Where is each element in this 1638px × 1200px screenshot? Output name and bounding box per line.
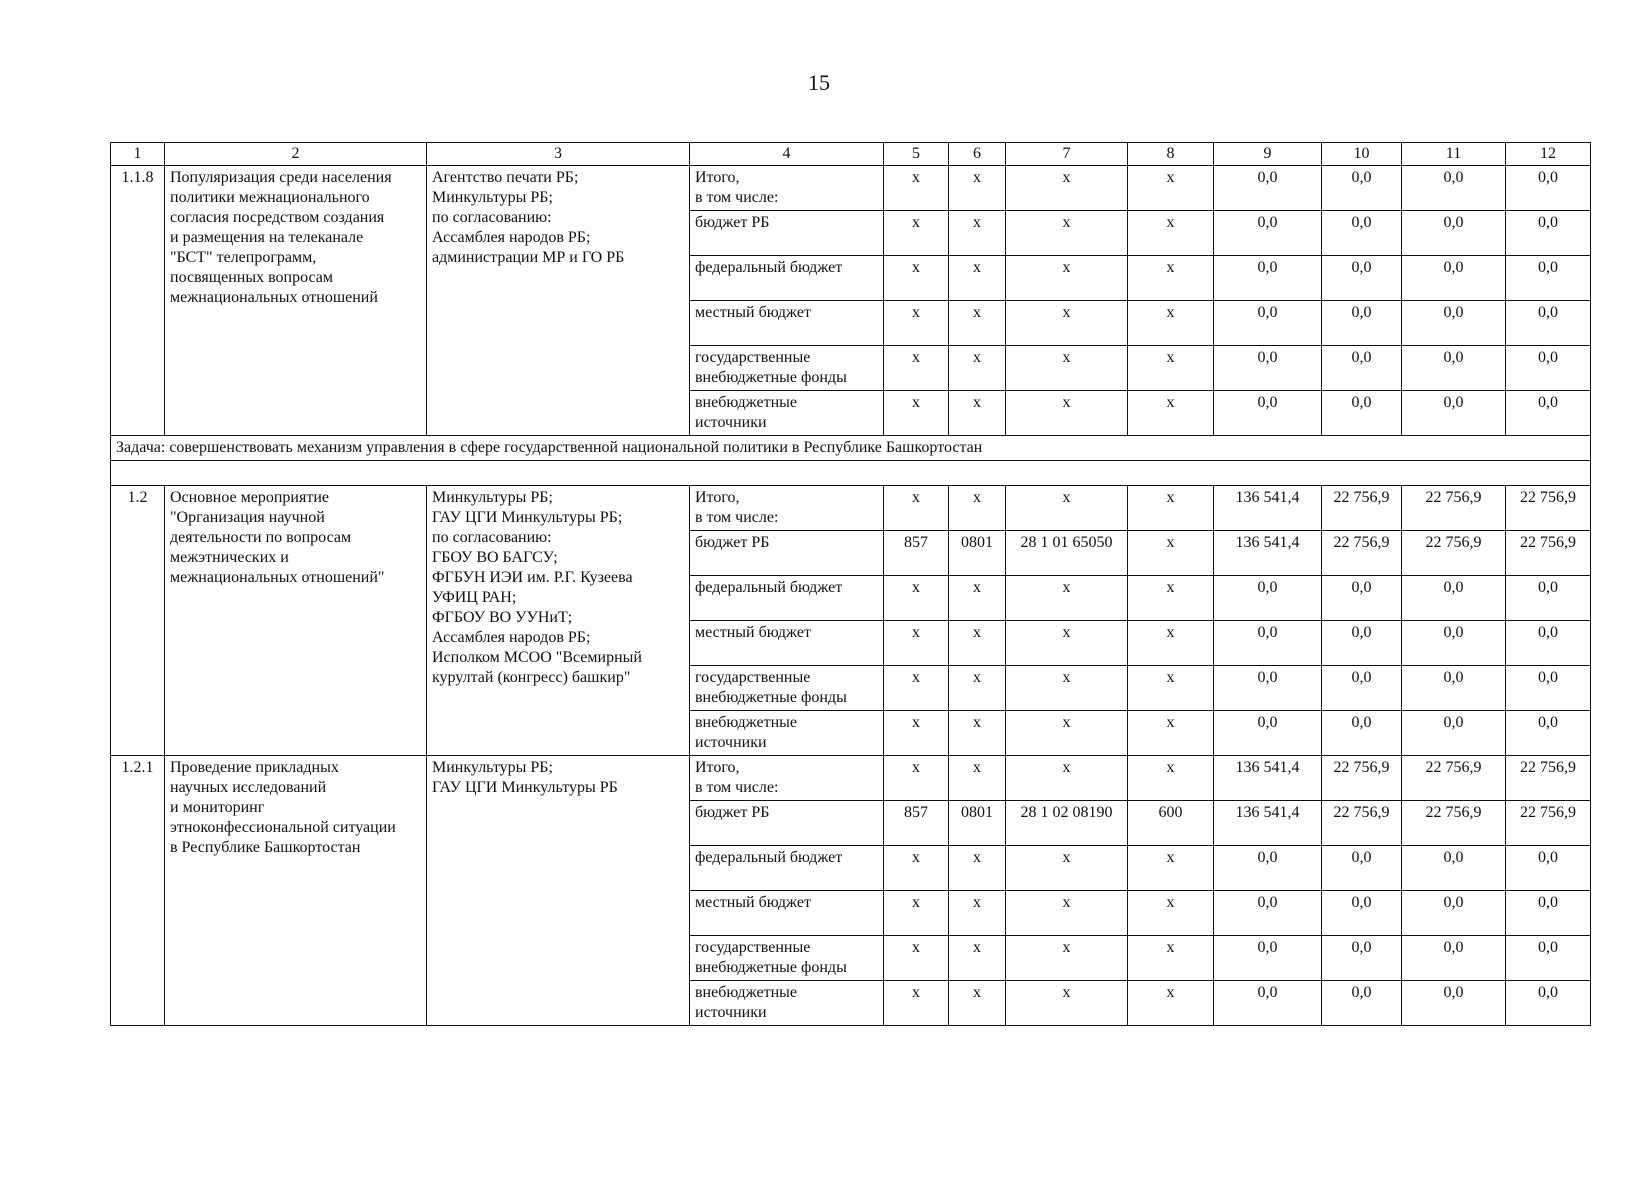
budget-code-c6: х	[949, 391, 1006, 436]
budget-code-c7: х	[1006, 666, 1128, 711]
budget-code-c8: х	[1128, 891, 1214, 936]
amount-c10: 0,0	[1322, 621, 1402, 666]
budget-code-c5: х	[884, 846, 949, 891]
item-number: 1.2.1	[111, 756, 165, 1026]
amount-c9: 0,0	[1214, 301, 1322, 346]
budget-code-c8: х	[1128, 981, 1214, 1026]
amount-c11: 0,0	[1402, 576, 1506, 621]
item-number: 1.2	[111, 486, 165, 756]
budget-code-c5: х	[884, 576, 949, 621]
budget-code-c6: х	[949, 756, 1006, 801]
budget-code-c7: х	[1006, 711, 1128, 756]
budget-code-c6: 0801	[949, 801, 1006, 846]
table-row	[111, 166, 1591, 211]
funding-source: внебюджетные источники	[690, 981, 884, 1026]
budget-code-c8: х	[1128, 256, 1214, 301]
amount-c11: 22 756,9	[1402, 756, 1506, 801]
amount-c12: 0,0	[1506, 981, 1591, 1026]
budget-code-c7: х	[1006, 346, 1128, 391]
budget-code-c7: х	[1006, 846, 1128, 891]
column-header: 5	[884, 143, 949, 166]
funding-source: федеральный бюджет	[690, 846, 884, 891]
funding-source: Итого, в том числе:	[690, 756, 884, 801]
amount-c10: 22 756,9	[1322, 801, 1402, 846]
budget-code-c8: х	[1128, 621, 1214, 666]
budget-code-c6: х	[949, 621, 1006, 666]
budget-code-c7: х	[1006, 391, 1128, 436]
column-header: 6	[949, 143, 1006, 166]
budget-code-c8: х	[1128, 301, 1214, 346]
amount-c10: 0,0	[1322, 666, 1402, 711]
budget-code-c5: х	[884, 486, 949, 531]
amount-c11: 22 756,9	[1402, 486, 1506, 531]
amount-c10: 0,0	[1322, 256, 1402, 301]
amount-c10: 0,0	[1322, 981, 1402, 1026]
budget-code-c6: х	[949, 301, 1006, 346]
budget-code-c5: х	[884, 891, 949, 936]
amount-c11: 22 756,9	[1402, 531, 1506, 576]
amount-c12: 0,0	[1506, 846, 1591, 891]
table-row	[111, 486, 1591, 531]
funding-source: бюджет РБ	[690, 531, 884, 576]
amount-c12: 0,0	[1506, 666, 1591, 711]
amount-c12: 22 756,9	[1506, 486, 1591, 531]
column-header: 2	[165, 143, 427, 166]
column-header: 10	[1322, 143, 1402, 166]
amount-c9: 0,0	[1214, 711, 1322, 756]
column-header: 11	[1402, 143, 1506, 166]
amount-c9: 0,0	[1214, 211, 1322, 256]
amount-c11: 0,0	[1402, 346, 1506, 391]
budget-code-c8: х	[1128, 666, 1214, 711]
amount-c10: 0,0	[1322, 346, 1402, 391]
budget-code-c6: х	[949, 711, 1006, 756]
amount-c11: 0,0	[1402, 211, 1506, 256]
column-header: 3	[427, 143, 690, 166]
task-text: Задача: совершенствовать механизм управления в сфере государственной национальной политики в Республике Башкортостан	[111, 436, 1591, 461]
budget-code-c6: 0801	[949, 531, 1006, 576]
budget-code-c8: х	[1128, 346, 1214, 391]
item-number: 1.1.8	[111, 166, 165, 436]
budget-code-c8: х	[1128, 756, 1214, 801]
budget-code-c8: х	[1128, 576, 1214, 621]
amount-c12: 0,0	[1506, 936, 1591, 981]
spacer-row	[111, 461, 1591, 486]
budget-code-c5: х	[884, 391, 949, 436]
budget-code-c6: х	[949, 211, 1006, 256]
budget-code-c7: х	[1006, 166, 1128, 211]
amount-c12: 0,0	[1506, 256, 1591, 301]
amount-c9: 0,0	[1214, 621, 1322, 666]
amount-c9: 0,0	[1214, 166, 1322, 211]
amount-c11: 0,0	[1402, 621, 1506, 666]
amount-c10: 22 756,9	[1322, 756, 1402, 801]
budget-code-c8: х	[1128, 486, 1214, 531]
budget-code-c5: х	[884, 621, 949, 666]
item-name: Проведение прикладных научных исследований и мониторинг этноконфессиональной ситуации в Республике Башкортостан	[165, 756, 427, 1026]
budget-code-c5: х	[884, 211, 949, 256]
amount-c10: 0,0	[1322, 576, 1402, 621]
budget-code-c5: х	[884, 301, 949, 346]
budget-code-c7: 28 1 02 08190	[1006, 801, 1128, 846]
amount-c9: 136 541,4	[1214, 801, 1322, 846]
amount-c11: 0,0	[1402, 936, 1506, 981]
amount-c9: 0,0	[1214, 346, 1322, 391]
amount-c10: 0,0	[1322, 391, 1402, 436]
budget-code-c6: х	[949, 981, 1006, 1026]
amount-c12: 0,0	[1506, 166, 1591, 211]
amount-c9: 0,0	[1214, 666, 1322, 711]
amount-c10: 0,0	[1322, 166, 1402, 211]
page-number: 15	[808, 70, 830, 95]
amount-c10: 0,0	[1322, 711, 1402, 756]
budget-code-c7: х	[1006, 981, 1128, 1026]
amount-c9: 0,0	[1214, 256, 1322, 301]
budget-code-c5: х	[884, 346, 949, 391]
amount-c10: 0,0	[1322, 891, 1402, 936]
column-header: 7	[1006, 143, 1128, 166]
amount-c11: 0,0	[1402, 391, 1506, 436]
amount-c9: 0,0	[1214, 846, 1322, 891]
amount-c9: 136 541,4	[1214, 486, 1322, 531]
amount-c12: 0,0	[1506, 391, 1591, 436]
item-executors: Минкультуры РБ; ГАУ ЦГИ Минкультуры РБ; по согласованию: ГБОУ ВО БАГСУ; ФГБУН ИЭИ им. Р.Г. Кузеева УФИЦ РАН; ФГБОУ ВО УУНиТ; Ассамблея народов РБ; Исполком МСОО "Всемирный курултай (конгресс) башкир"	[427, 486, 690, 756]
amount-c10: 0,0	[1322, 936, 1402, 981]
budget-code-c5: х	[884, 166, 949, 211]
funding-source: местный бюджет	[690, 301, 884, 346]
budget-code-c8: 600	[1128, 801, 1214, 846]
amount-c10: 22 756,9	[1322, 531, 1402, 576]
budget-code-c8: х	[1128, 391, 1214, 436]
budget-code-c6: х	[949, 346, 1006, 391]
funding-source: местный бюджет	[690, 621, 884, 666]
column-number-row	[111, 143, 1591, 166]
budget-code-c5: х	[884, 936, 949, 981]
amount-c12: 0,0	[1506, 711, 1591, 756]
funding-source: федеральный бюджет	[690, 256, 884, 301]
budget-code-c8: х	[1128, 166, 1214, 211]
budget-code-c5: 857	[884, 531, 949, 576]
budget-code-c8: х	[1128, 936, 1214, 981]
amount-c11: 0,0	[1402, 846, 1506, 891]
budget-code-c7: х	[1006, 891, 1128, 936]
budget-code-c5: х	[884, 981, 949, 1026]
budget-code-c6: х	[949, 891, 1006, 936]
amount-c12: 0,0	[1506, 211, 1591, 256]
funding-source: Итого, в том числе:	[690, 166, 884, 211]
funding-source: внебюджетные источники	[690, 391, 884, 436]
budget-code-c6: х	[949, 846, 1006, 891]
funding-source: бюджет РБ	[690, 801, 884, 846]
amount-c11: 0,0	[1402, 891, 1506, 936]
amount-c9: 136 541,4	[1214, 756, 1322, 801]
funding-source: местный бюджет	[690, 891, 884, 936]
amount-c9: 0,0	[1214, 576, 1322, 621]
budget-code-c7: х	[1006, 486, 1128, 531]
amount-c11: 0,0	[1402, 301, 1506, 346]
budget-code-c7: х	[1006, 256, 1128, 301]
amount-c11: 22 756,9	[1402, 801, 1506, 846]
amount-c10: 0,0	[1322, 211, 1402, 256]
amount-c12: 0,0	[1506, 301, 1591, 346]
funding-source: Итого, в том числе:	[690, 486, 884, 531]
amount-c9: 0,0	[1214, 891, 1322, 936]
amount-c11: 0,0	[1402, 981, 1506, 1026]
funding-source: государственные внебюджетные фонды	[690, 936, 884, 981]
table-row	[111, 756, 1591, 801]
budget-code-c7: х	[1006, 621, 1128, 666]
column-header: 9	[1214, 143, 1322, 166]
amount-c12: 0,0	[1506, 346, 1591, 391]
amount-c10: 22 756,9	[1322, 486, 1402, 531]
budget-code-c7: х	[1006, 576, 1128, 621]
budget-code-c6: х	[949, 936, 1006, 981]
budget-code-c8: х	[1128, 711, 1214, 756]
item-executors: Минкультуры РБ; ГАУ ЦГИ Минкультуры РБ	[427, 756, 690, 1026]
item-name: Популяризация среди населения политики межнационального согласия посредством создания и размещения на телеканале "БСТ" телепрограмм, посвященных вопросам межнациональных отношений	[165, 166, 427, 436]
item-name: Основное мероприятие "Организация научной деятельности по вопросам межэтнических и межнациональных отношений"	[165, 486, 427, 756]
budget-code-c6: х	[949, 576, 1006, 621]
budget-code-c8: х	[1128, 846, 1214, 891]
budget-code-c6: х	[949, 166, 1006, 211]
column-header: 1	[111, 143, 165, 166]
budget-code-c7: х	[1006, 756, 1128, 801]
amount-c9: 136 541,4	[1214, 531, 1322, 576]
funding-source: государственные внебюджетные фонды	[690, 346, 884, 391]
budget-code-c7: х	[1006, 936, 1128, 981]
budget-code-c6: х	[949, 486, 1006, 531]
amount-c9: 0,0	[1214, 981, 1322, 1026]
amount-c10: 0,0	[1322, 301, 1402, 346]
column-header: 8	[1128, 143, 1214, 166]
budget-code-c5: 857	[884, 801, 949, 846]
budget-code-c7: х	[1006, 211, 1128, 256]
task-row	[111, 436, 1591, 461]
amount-c9: 0,0	[1214, 391, 1322, 436]
budget-code-c5: х	[884, 666, 949, 711]
amount-c11: 0,0	[1402, 711, 1506, 756]
budget-code-c5: х	[884, 256, 949, 301]
amount-c12: 22 756,9	[1506, 756, 1591, 801]
amount-c11: 0,0	[1402, 256, 1506, 301]
funding-source: внебюджетные источники	[690, 711, 884, 756]
budget-code-c5: х	[884, 756, 949, 801]
amount-c10: 0,0	[1322, 846, 1402, 891]
budget-table	[110, 142, 1591, 1026]
budget-code-c8: х	[1128, 531, 1214, 576]
column-header: 12	[1506, 143, 1591, 166]
item-executors: Агентство печати РБ; Минкультуры РБ; по согласованию: Ассамблея народов РБ; администрации МР и ГО РБ	[427, 166, 690, 436]
amount-c12: 22 756,9	[1506, 801, 1591, 846]
column-header: 4	[690, 143, 884, 166]
funding-source: бюджет РБ	[690, 211, 884, 256]
amount-c11: 0,0	[1402, 666, 1506, 711]
amount-c12: 0,0	[1506, 621, 1591, 666]
budget-code-c5: х	[884, 711, 949, 756]
amount-c12: 0,0	[1506, 576, 1591, 621]
funding-source: федеральный бюджет	[690, 576, 884, 621]
budget-code-c7: 28 1 01 65050	[1006, 531, 1128, 576]
budget-code-c7: х	[1006, 301, 1128, 346]
amount-c12: 22 756,9	[1506, 531, 1591, 576]
budget-code-c8: х	[1128, 211, 1214, 256]
amount-c11: 0,0	[1402, 166, 1506, 211]
budget-code-c6: х	[949, 666, 1006, 711]
funding-source: государственные внебюджетные фонды	[690, 666, 884, 711]
budget-code-c6: х	[949, 256, 1006, 301]
spacer-cell	[111, 461, 1591, 486]
amount-c12: 0,0	[1506, 891, 1591, 936]
amount-c9: 0,0	[1214, 936, 1322, 981]
